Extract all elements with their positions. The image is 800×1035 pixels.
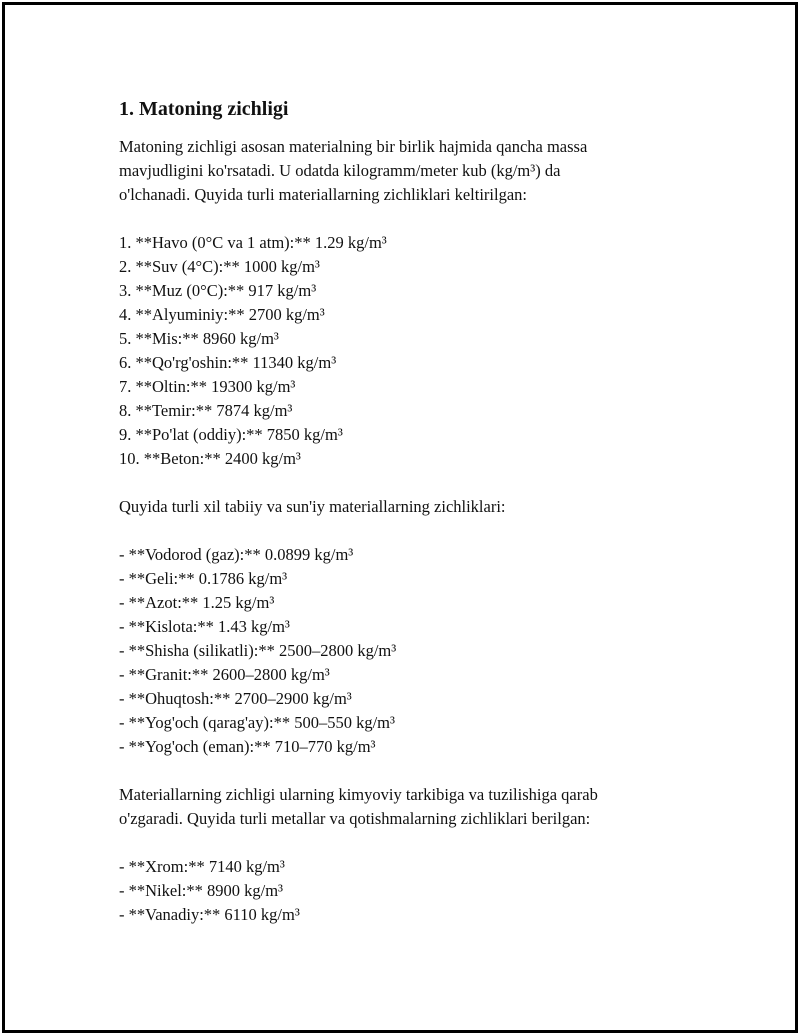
metals-list <box>119 855 699 927</box>
list-item: - **Nikel:** 8900 kg/m³ <box>119 881 283 900</box>
document-content <box>119 95 699 927</box>
list-item: 8. **Temir:** 7874 kg/m³ <box>119 401 293 420</box>
materials-numbered-list <box>119 231 699 471</box>
section-heading: 1. Matoning zichligi <box>119 98 289 120</box>
document-page <box>2 2 798 1033</box>
natural-materials-paragraph: Quyida turli xil tabiiy va sun'iy materiallarning zichliklari: <box>119 497 506 516</box>
metals-paragraph-line: o'zgaradi. Quyida turli metallar va qotishmalarning zichliklari berilgan: <box>119 809 591 828</box>
intro-paragraph <box>119 135 699 207</box>
list-item: 9. **Po'lat (oddiy):** 7850 kg/m³ <box>119 425 343 444</box>
metals-paragraph <box>119 783 699 831</box>
list-item: 5. **Mis:** 8960 kg/m³ <box>119 329 279 348</box>
list-item: - **Vodorod (gaz):** 0.0899 kg/m³ <box>119 545 354 564</box>
metals-paragraph-line: Materiallarning zichligi ularning kimyoviy tarkibiga va tuzilishiga qarab <box>119 785 598 804</box>
natural-materials-list <box>119 543 699 759</box>
list-item: - **Azot:** 1.25 kg/m³ <box>119 593 275 612</box>
list-item: - **Shisha (silikatli):** 2500–2800 kg/m³ <box>119 641 397 660</box>
list-item: - **Xrom:** 7140 kg/m³ <box>119 857 285 876</box>
intro-line: Matoning zichligi asosan materialning bir birlik hajmida qancha massa <box>119 137 588 156</box>
list-item: 7. **Oltin:** 19300 kg/m³ <box>119 377 296 396</box>
list-item: - **Yog'och (qarag'ay):** 500–550 kg/m³ <box>119 713 395 732</box>
list-item: 3. **Muz (0°C):** 917 kg/m³ <box>119 281 317 300</box>
intro-line: mavjudligini ko'rsatadi. U odatda kilogramm/meter kub (kg/m³) da <box>119 161 561 180</box>
list-item: 2. **Suv (4°C):** 1000 kg/m³ <box>119 257 320 276</box>
list-item: 1. **Havo (0°C va 1 atm):** 1.29 kg/m³ <box>119 233 387 252</box>
list-item: - **Vanadiy:** 6110 kg/m³ <box>119 905 300 924</box>
list-item: - **Granit:** 2600–2800 kg/m³ <box>119 665 330 684</box>
list-item: - **Geli:** 0.1786 kg/m³ <box>119 569 288 588</box>
intro-line: o'lchanadi. Quyida turli materiallarning zichliklari keltirilgan: <box>119 185 528 204</box>
list-item: - **Ohuqtosh:** 2700–2900 kg/m³ <box>119 689 352 708</box>
list-item: 10. **Beton:** 2400 kg/m³ <box>119 449 301 468</box>
list-item: 4. **Alyuminiy:** 2700 kg/m³ <box>119 305 325 324</box>
list-item: - **Kislota:** 1.43 kg/m³ <box>119 617 290 636</box>
list-item: 6. **Qo'rg'oshin:** 11340 kg/m³ <box>119 353 337 372</box>
list-item: - **Yog'och (eman):** 710–770 kg/m³ <box>119 737 376 756</box>
